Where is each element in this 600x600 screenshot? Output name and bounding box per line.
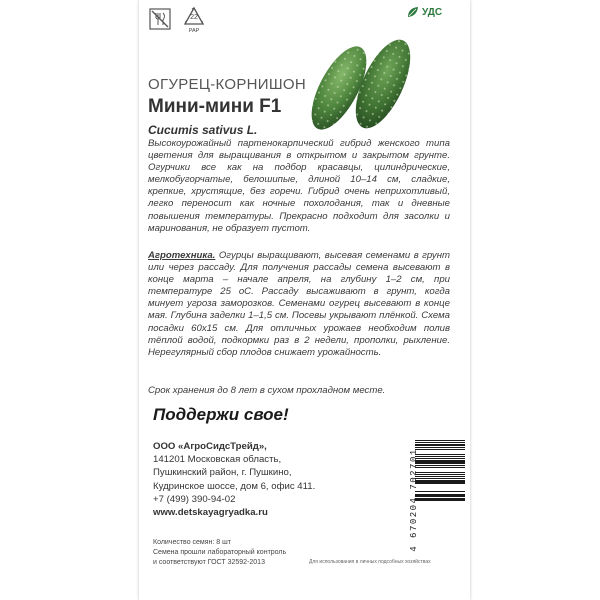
uds-badge (407, 6, 442, 18)
address-line: 141201 Московская область, (153, 454, 282, 466)
recycle-code: 22 (190, 14, 198, 21)
leaf-icon (407, 6, 419, 18)
seed-packet-back (139, 0, 470, 600)
certification-line: Семена прошли лабораторный контроль (153, 549, 287, 556)
storage-note: Срок хранения до 8 лет в сухом прохладном месте. (148, 385, 386, 396)
barcode (415, 440, 465, 560)
website-link: www.detskayagryadka.ru (153, 507, 268, 519)
agrotechnics-section (148, 250, 450, 359)
not-for-food-icon (149, 8, 171, 30)
address-line: Пушкинский район, г. Пушкино, (153, 467, 292, 479)
barcode-digits (409, 440, 419, 560)
usage-note: Для использования в личных подсобных хозяйствах (309, 559, 431, 565)
slogan: Поддержи свое! (153, 405, 289, 424)
company-name: ООО «АгроСидсТрейд», (153, 441, 267, 452)
agrotechnics-text: Огурцы выращивают, высевая семенами в грунт или через рассаду. Для получения рассады семена высевают в конце марта – начале апреля, на глубину 1–2 см, при температуре 25 оС. Рассаду высаживают в грунт, когда минует угроза заморозков. Семенами огурец высевают в конце мая. Глубина заделки 1–1,5 см. Посевы укрывают плёнкой. Схема посадки 60х15 см. Для отличных урожаев необходим полив тёплой водой, подкормки раз в 2 недели, прополки, рыхление. Нерегулярный сбор плодов снижает урожайность. (148, 250, 450, 358)
product-kind: ОГУРЕЦ-КОРНИШОН (148, 76, 307, 93)
seed-count: Количество семян: 8 шт (153, 539, 231, 546)
address-line: Кудринское шоссе, дом 6, офис 411. (153, 480, 316, 492)
agrotechnics-title: Агротехника. (148, 250, 216, 261)
seed-info (153, 538, 286, 568)
cucumber-illustration (299, 28, 419, 140)
barcode-bar (415, 501, 465, 502)
phone-number: +7 (499) 390-94-02 (153, 493, 236, 505)
certification-line: и соответствуют ГОСТ 32592-2013 (153, 559, 265, 566)
recycle-label: PAP (188, 28, 200, 34)
product-description: Высокоурожайный партенокарпический гибрид женского типа цветения для выращивания в открытом и закрытом грунте. Огурчики все как на подбор красавцы, цилиндрические, мелкобугорчатые, белошипые, длиной 10–14 см, сладкие, крепкие, хрустящие, без горечи. Гибрид очень неприхотливый, легко переносит как ночные похолодания, так и дневные повышения температуры. Прекрасно подходит для засолки и маринования, не образует пустот. (148, 138, 450, 234)
product-variety: Мини-мини F1 (148, 96, 282, 117)
barcode-number: 4 670204 702701 (409, 448, 419, 552)
uds-label: УДС (422, 6, 443, 18)
product-latin-name: Cucumis sativus L. (148, 123, 258, 137)
company-address (153, 440, 383, 519)
recycle-icon (181, 6, 207, 36)
